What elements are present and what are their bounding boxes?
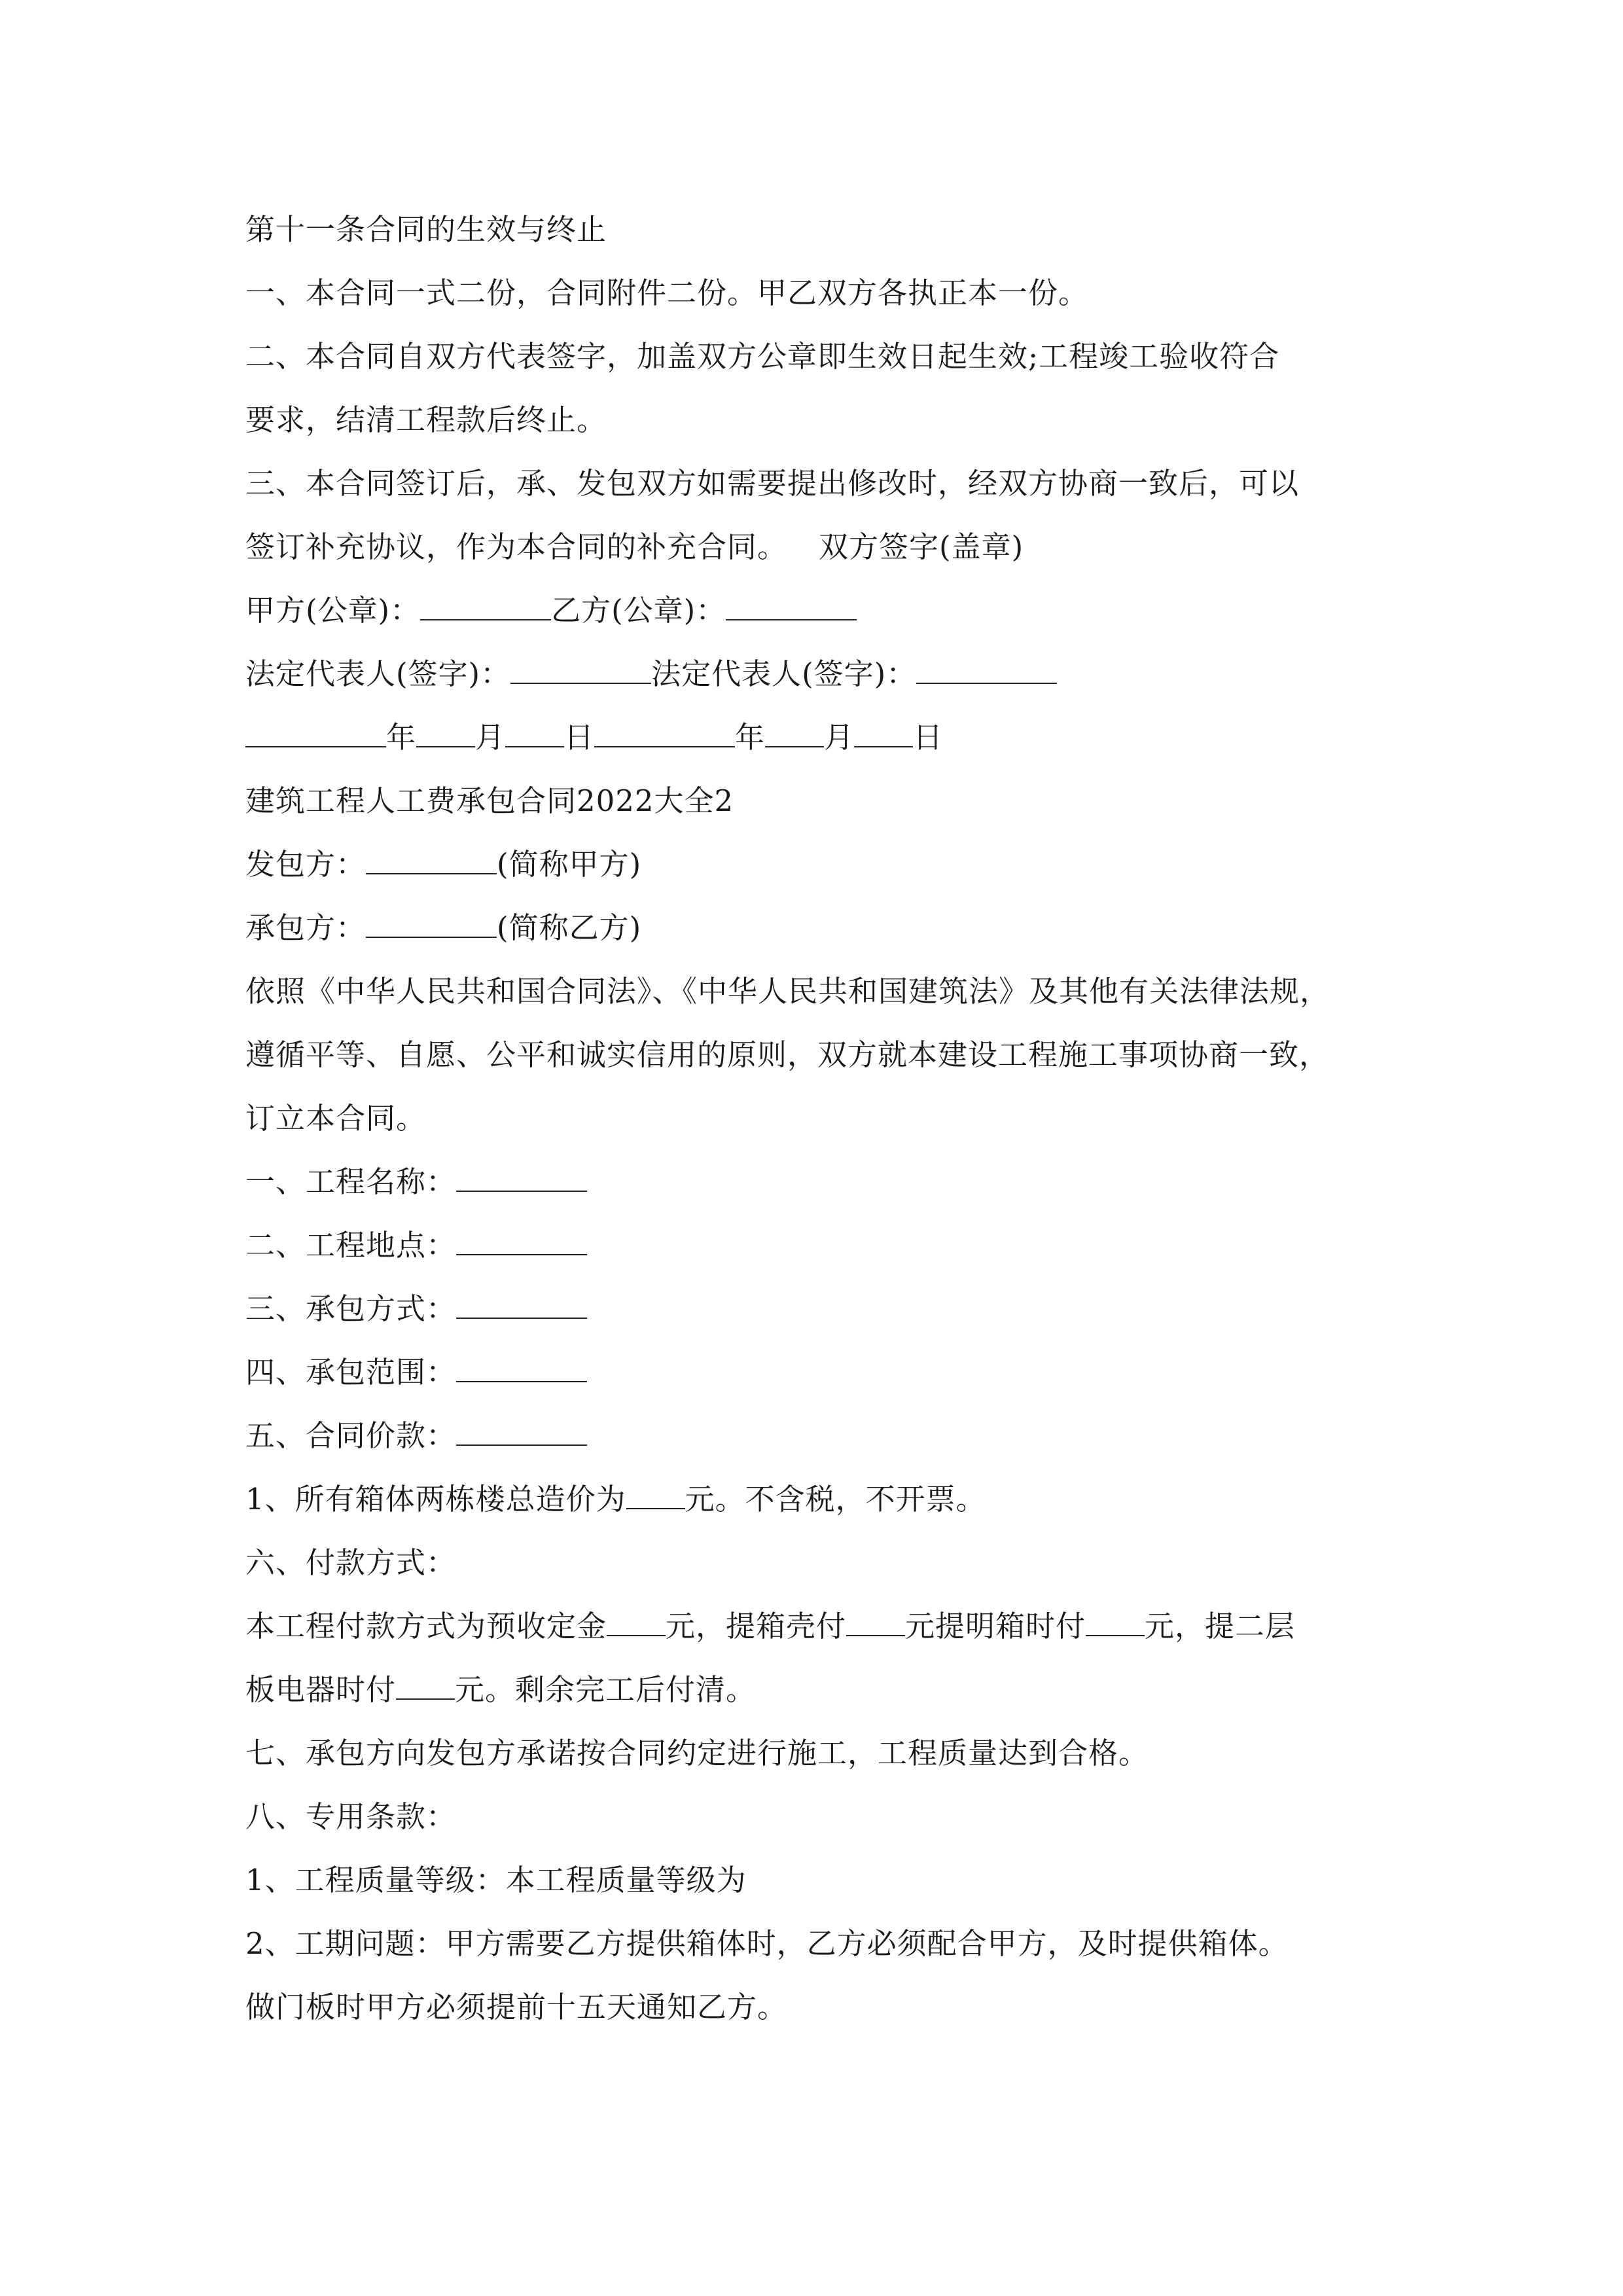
deposit-blank[interactable] xyxy=(607,1596,666,1636)
preamble-line-2: 遵循平等、自愿、公平和诚实信用的原则，双方就本建设工程施工事项协商一致， xyxy=(245,1037,1330,1072)
payment-remaining-text: 元。剩余完工后付清。 xyxy=(455,1672,757,1707)
party-b-seal-blank[interactable] xyxy=(726,580,857,620)
total-price-blank[interactable] xyxy=(626,1469,685,1509)
party-b-seal-label: 乙方(公章)： xyxy=(551,593,726,628)
project-name-blank[interactable] xyxy=(456,1151,587,1192)
contractor-line xyxy=(245,896,1384,960)
special-term-schedule-line-1: 2、工期问题：甲方需要乙方提供箱体时，乙方必须配合甲方，及时提供箱体。 xyxy=(245,1926,1289,1961)
contract-method-blank[interactable] xyxy=(456,1278,587,1319)
supplement-text: 签订补充协议，作为本合同的补充合同。 xyxy=(245,529,788,564)
party-a-seal-blank[interactable] xyxy=(420,580,551,620)
article-11-paragraph-2-line-2: 要求，结清工程款后终止。 xyxy=(245,403,607,437)
contract-price-blank[interactable] xyxy=(456,1405,587,1446)
item-contract-scope-label: 四、承包范围： xyxy=(245,1355,457,1390)
employer-line xyxy=(245,833,1384,896)
date-a-month-blank[interactable] xyxy=(416,707,475,747)
party-a-seal-label: 甲方(公章)： xyxy=(245,593,421,628)
total-price-line xyxy=(245,1467,1384,1531)
preamble-line-1: 依照《中华人民共和国合同法》、《中华人民共和国建筑法》及其他有关法律法规， xyxy=(245,974,1330,1009)
payment-electrical-text: 板电器时付 xyxy=(245,1672,397,1707)
signature-date-line xyxy=(245,706,1384,769)
article-11-paragraph-3-line-1: 三、本合同签订后，承、发包双方如需要提出修改时，经双方协商一致后，可以 xyxy=(245,466,1300,501)
total-price-suffix: 元。不含税，不开票。 xyxy=(685,1482,986,1516)
contractor-label: 承包方： xyxy=(245,910,366,945)
contractor-note: (简称乙方) xyxy=(497,910,642,945)
payment-open-box-text: 元提明箱时付 xyxy=(905,1609,1086,1643)
payment-line-2 xyxy=(245,1658,1384,1721)
item-contract-method-label: 三、承包方式： xyxy=(245,1291,457,1326)
party-a-rep-blank[interactable] xyxy=(510,643,651,684)
article-11-paragraph-3-line-2 xyxy=(245,515,1384,579)
item-project-name xyxy=(245,1150,1384,1213)
signature-seal-line xyxy=(245,579,1384,642)
employer-blank[interactable] xyxy=(366,834,497,874)
payment-second-layer-text: 元，提二层 xyxy=(1145,1609,1296,1643)
special-term-schedule-line-2: 做门板时甲方必须提前十五天通知乙方。 xyxy=(245,1990,788,2024)
date-b-year-label: 年 xyxy=(735,720,766,755)
item-contract-price-label: 五、合同价款： xyxy=(245,1418,457,1453)
date-b-year-blank[interactable] xyxy=(594,707,735,747)
date-b-month-blank[interactable] xyxy=(765,707,824,747)
article-11-paragraph-2-line-1: 二、本合同自双方代表签字，加盖双方公章即生效日起生效;工程竣工验收符合 xyxy=(245,339,1280,374)
article-11-paragraph-1: 一、本合同一式二份，合同附件二份。甲乙双方各执正本一份。 xyxy=(245,276,1089,310)
total-price-text: 1、所有箱体两栋楼总造价为 xyxy=(245,1482,626,1516)
signature-heading: 双方签字(盖章) xyxy=(819,529,1024,564)
item-contract-scope xyxy=(245,1340,1384,1404)
open-box-payment-blank[interactable] xyxy=(1086,1596,1145,1636)
date-a-year-label: 年 xyxy=(386,720,417,755)
shell-payment-blank[interactable] xyxy=(846,1596,905,1636)
project-location-blank[interactable] xyxy=(456,1215,587,1255)
item-payment-method: 六、付款方式： xyxy=(245,1545,457,1580)
party-a-rep-label: 法定代表人(签字)： xyxy=(245,656,511,691)
legal-representative-line xyxy=(245,642,1384,706)
payment-shell-text: 元，提箱壳付 xyxy=(666,1609,847,1643)
payment-line-1 xyxy=(245,1594,1384,1658)
date-b-day-blank[interactable] xyxy=(854,707,913,747)
item-quality-commitment: 七、承包方向发包方承诺按合同约定进行施工，工程质量达到合格。 xyxy=(245,1736,1149,1770)
party-b-rep-label: 法定代表人(签字)： xyxy=(651,656,917,691)
payment-deposit-text: 本工程付款方式为预收定金 xyxy=(245,1609,607,1643)
item-special-terms: 八、专用条款： xyxy=(245,1799,457,1834)
item-project-name-label: 一、工程名称： xyxy=(245,1164,457,1199)
date-b-month-label: 月 xyxy=(824,720,855,755)
date-a-year-blank[interactable] xyxy=(245,707,386,747)
item-project-location xyxy=(245,1213,1384,1277)
document-body xyxy=(245,198,1384,2039)
contractor-blank[interactable] xyxy=(366,897,497,938)
employer-label: 发包方： xyxy=(245,847,366,882)
employer-note: (简称甲方) xyxy=(497,847,642,882)
electrical-payment-blank[interactable] xyxy=(396,1659,455,1700)
date-a-day-label: 日 xyxy=(564,720,595,755)
date-a-month-label: 月 xyxy=(475,720,506,755)
party-b-rep-blank[interactable] xyxy=(916,643,1057,684)
item-contract-method xyxy=(245,1277,1384,1340)
special-term-quality: 1、工程质量等级：本工程质量等级为 xyxy=(245,1863,747,1897)
preamble-line-3: 订立本合同。 xyxy=(245,1101,427,1136)
article-11-title: 第十一条合同的生效与终止 xyxy=(245,212,607,247)
item-contract-price xyxy=(245,1404,1384,1467)
item-project-location-label: 二、工程地点： xyxy=(245,1228,457,1263)
date-b-day-label: 日 xyxy=(913,720,944,755)
date-a-day-blank[interactable] xyxy=(505,707,564,747)
contract-scope-blank[interactable] xyxy=(456,1342,587,1382)
contract-2-title: 建筑工程人工费承包合同2022大全2 xyxy=(245,783,734,818)
